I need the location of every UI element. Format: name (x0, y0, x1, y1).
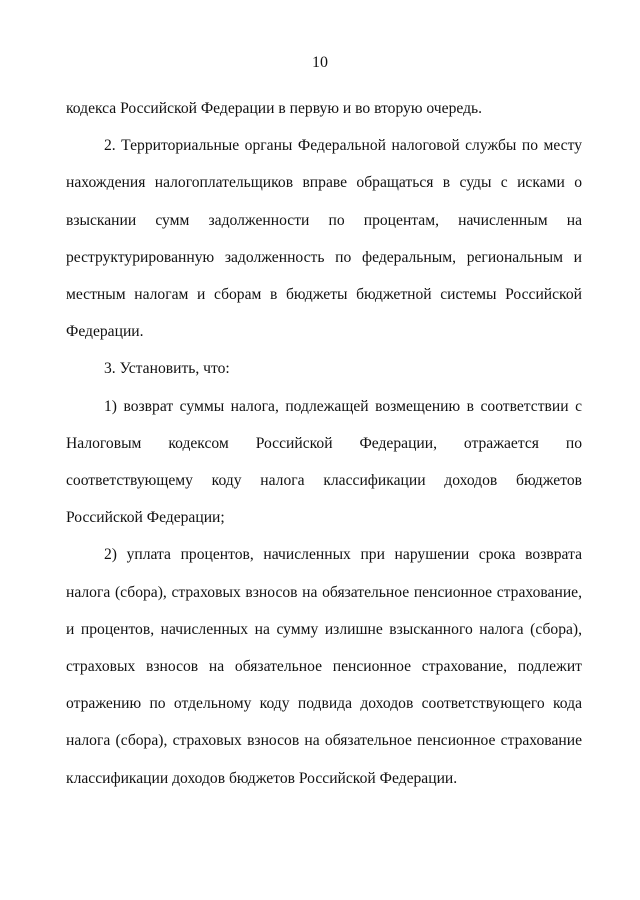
paragraph-item-3: 3. Установить, что: (104, 360, 230, 378)
paragraph-item-2: 2. Территориальные органы Федеральной налоговой службы по месту нахождения налогоплательщиков вправе обращаться в суды с исками о взыскании сумм задолженности по процентам, начисленным на реструктурированную задолженность по федеральным, региональным и местным налогам и сборам в бюджеты бюджетной системы Российской Федерации. (66, 137, 582, 341)
paragraph-item-3-2: 2) уплата процентов, начисленных при нарушении срока возврата налога (сбора), страховых взносов на обязательное пенсионное страхование, и процентов, начисленных на сумму излишне взысканного налога (сбора), страховых взносов на обязательное пенсионное страхование, подлежит отражению по отдельному коду подвида доходов соответствующего кода налога (сбора), страховых взносов на обязательное пенсионное страхование классификации доходов бюджетов Российской Федерации. (66, 546, 582, 787)
paragraph-continuation: кодекса Российской Федерации в первую и во вторую очередь. (66, 100, 483, 117)
document-body (66, 90, 582, 797)
page-number: 10 (312, 54, 328, 71)
paragraph-item-3-1: 1) возврат суммы налога, подлежащей возмещению в соответствии с Налоговым кодексом Российской Федерации, отражается по соответствующему коду налога классификации доходов бюджетов Российской Федерации; (66, 397, 582, 527)
